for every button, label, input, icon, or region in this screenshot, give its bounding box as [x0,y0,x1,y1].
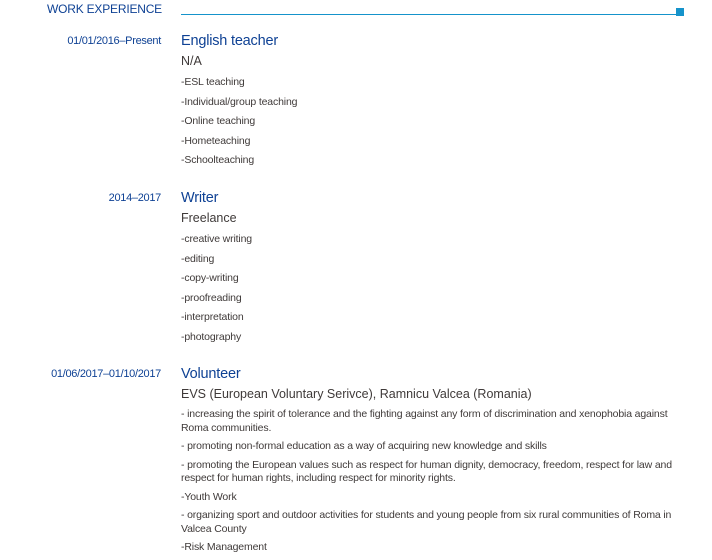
entry-duties-list [181,232,681,344]
duty-item: - promoting the European values such as respect for human dignity, democracy, freedom, respect for law and respect for human rights, including respect for minority rights. [181,458,672,484]
section-title: WORK EXPERIENCE [46,2,162,16]
entry-employer: EVS (European Voluntary Serivce), Ramnicu Valcea (Romania) [181,387,532,401]
duty-item: - promoting non-formal education as a way of acquiring new knowledge and skills [181,440,547,452]
duty-item: -Online teaching [181,115,256,127]
duty-item: -Youth Work [181,490,237,503]
entry-duties-list [181,75,681,167]
duty-item: - organizing sport and outdoor activities for students and young people from six rural communities of Roma in Valcea County [181,509,672,535]
duty-item: -Risk Management [181,541,267,553]
entry-date: 01/01/2016–Present [67,35,161,47]
section-divider [181,14,679,15]
duty-item: -ESL teaching [181,76,245,88]
entry-job-title: English teacher [181,33,278,49]
duty-item: -interpretation [181,311,244,323]
entry-duties-list [181,408,681,555]
entry-body [181,33,681,173]
duty-item: -Schoolteaching [181,154,255,166]
entry-body [181,366,681,560]
entry-job-title: Writer [181,190,219,206]
duty-item: - increasing the spirit of tolerance and the fighting against any form of discrimination and xenophobia against Roma communities. [181,408,668,434]
entry-job-title: Volunteer [181,366,241,382]
duty-item: -photography [181,330,242,343]
section-square-marker [676,8,684,16]
duty-item: -creative writing [181,233,252,245]
duty-item: -copy-writing [181,272,239,284]
duty-item: -proofreading [181,291,242,304]
section-header-work-experience [0,0,712,20]
duty-item: -editing [181,252,215,265]
entry-body [181,190,681,349]
duty-item: -Individual/group teaching [181,95,298,108]
entry-date: 2014–2017 [108,192,161,204]
entry-date: 01/06/2017–01/10/2017 [51,368,161,380]
entry-employer: Freelance [181,211,237,225]
duty-item: -Hometeaching [181,134,251,147]
entry-employer: N/A [181,54,202,68]
